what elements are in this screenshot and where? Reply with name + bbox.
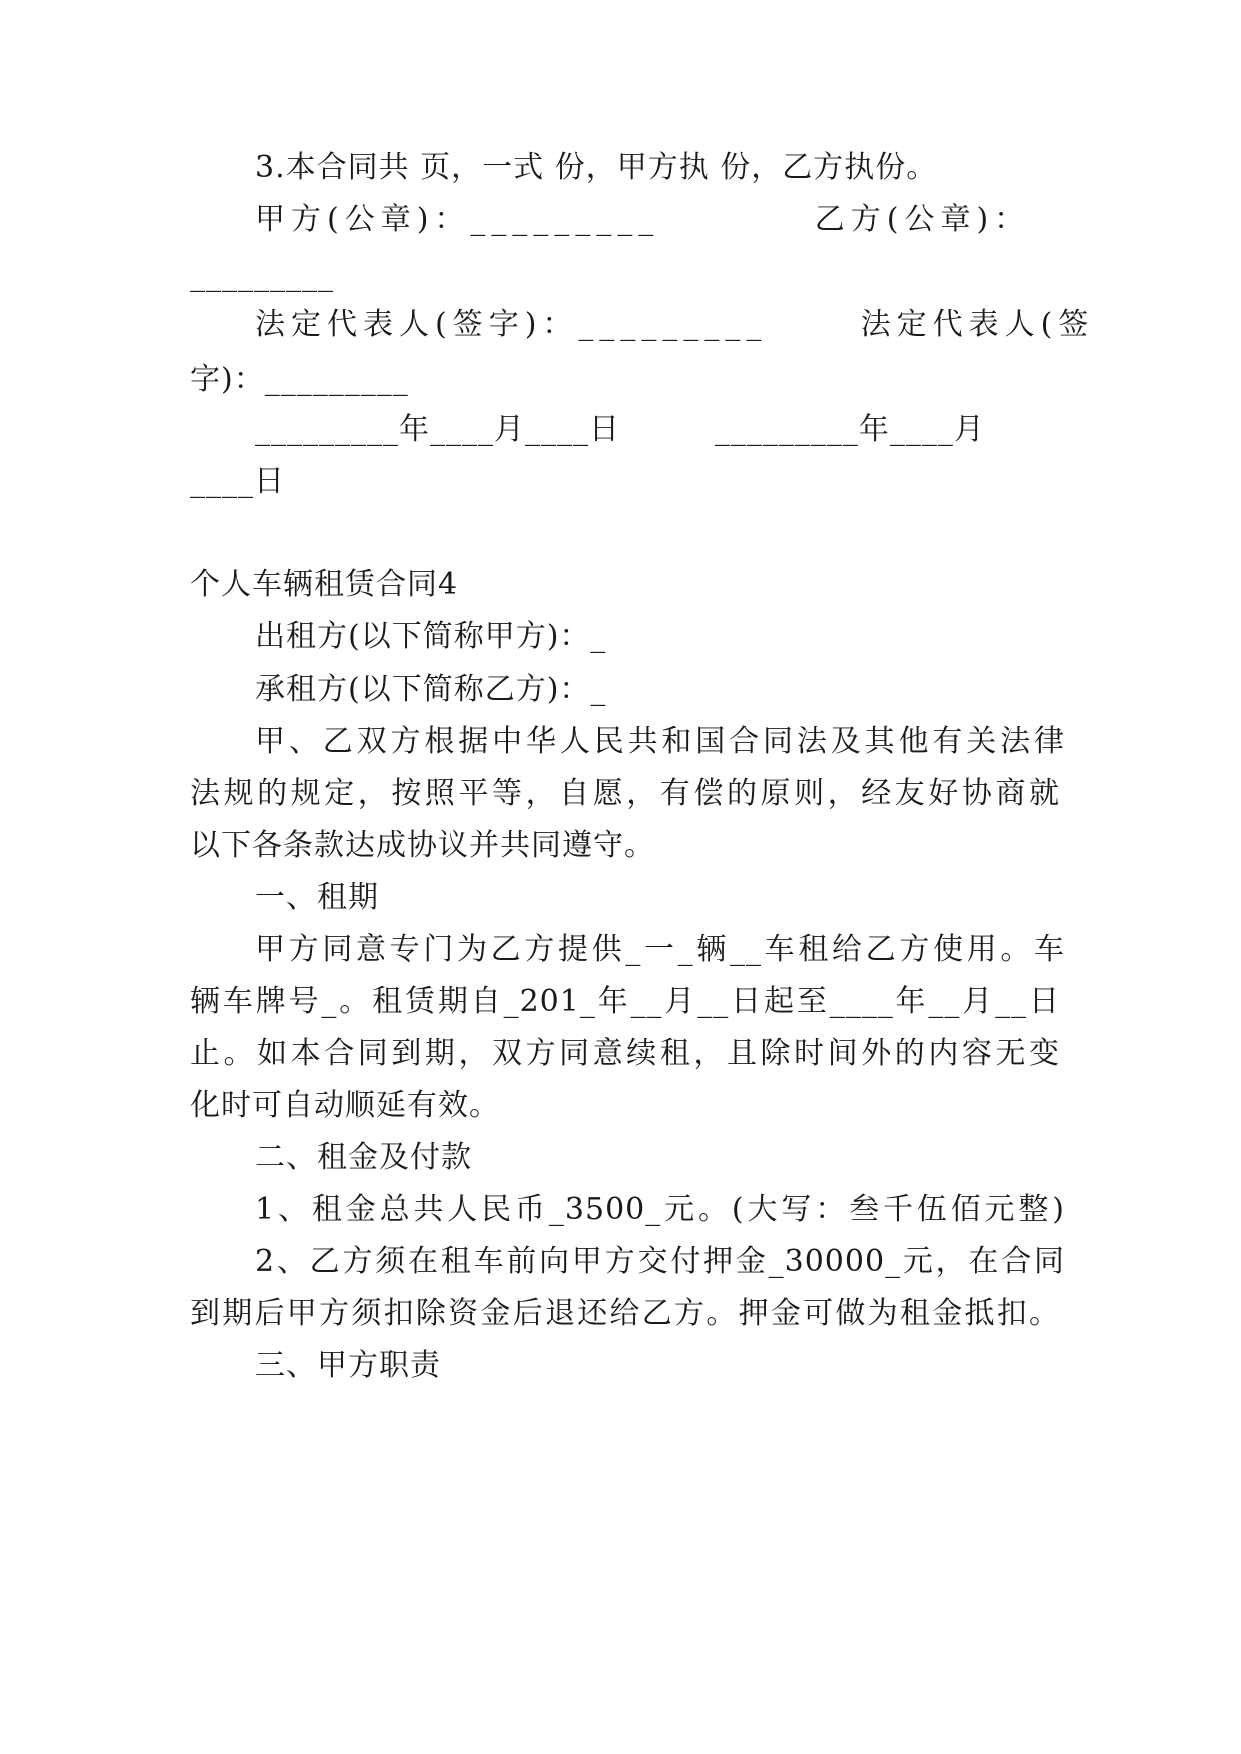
signing-date-continued: ____日 — [190, 464, 285, 499]
preamble-line-2: 法规的规定，按照平等，自愿，有偿的原则，经友好协商就 — [190, 776, 1060, 811]
deposit-line-2: 到期后甲方须扣除资金后退还给乙方。押金可做为租金抵扣。 — [190, 1296, 1060, 1331]
signing-date-line: _________年____月____日 _________年____月 — [255, 412, 985, 447]
preamble-line-1: 甲、乙双方根据中华人民共和国合同法及其他有关法律 — [255, 724, 1065, 759]
section-1-heading: 一、租期 — [255, 880, 379, 915]
legal-representative-line: 法定代表人(签字)：_________ 法定代表人(签 — [255, 307, 1095, 342]
clause-3-copies: 3.本合同共 页，一式 份，甲方执 份，乙方执份。 — [255, 150, 938, 185]
rent-line: 1、租金总共人民币_3500_元。(大写：叁千伍佰元整) — [255, 1192, 1065, 1227]
legal-representative-continued: 字)：_________ — [190, 362, 409, 397]
section-2-heading: 二、租金及付款 — [255, 1140, 472, 1175]
contract-title: 个人车辆租赁合同4 — [190, 567, 459, 602]
deposit-line-1: 2、乙方须在租车前向甲方交付押金_30000_元，在合同 — [255, 1244, 1065, 1279]
lessor-line: 出租方(以下简称甲方)：_ — [255, 619, 607, 654]
section-3-heading: 三、甲方职责 — [255, 1348, 441, 1383]
party-a-seal-line: 甲方(公章)：_________ 乙方(公章)： — [255, 202, 1031, 237]
term-line-1: 甲方同意专门为乙方提供_一_辆__车租给乙方使用。车 — [255, 932, 1065, 967]
term-line-3: 止。如本合同到期，双方同意续租，且除时间外的内容无变 — [190, 1036, 1060, 1071]
preamble-line-3: 以下各条款达成协议并共同遵守。 — [190, 828, 655, 863]
term-line-2: 辆车牌号_。租赁期自_201_年__月__日起至____年__月__日 — [190, 984, 1060, 1019]
term-line-4: 化时可自动顺延有效。 — [190, 1088, 500, 1123]
lessee-line: 承租方(以下简称乙方)：_ — [255, 672, 607, 707]
party-b-seal-blank: _________ — [190, 258, 334, 293]
